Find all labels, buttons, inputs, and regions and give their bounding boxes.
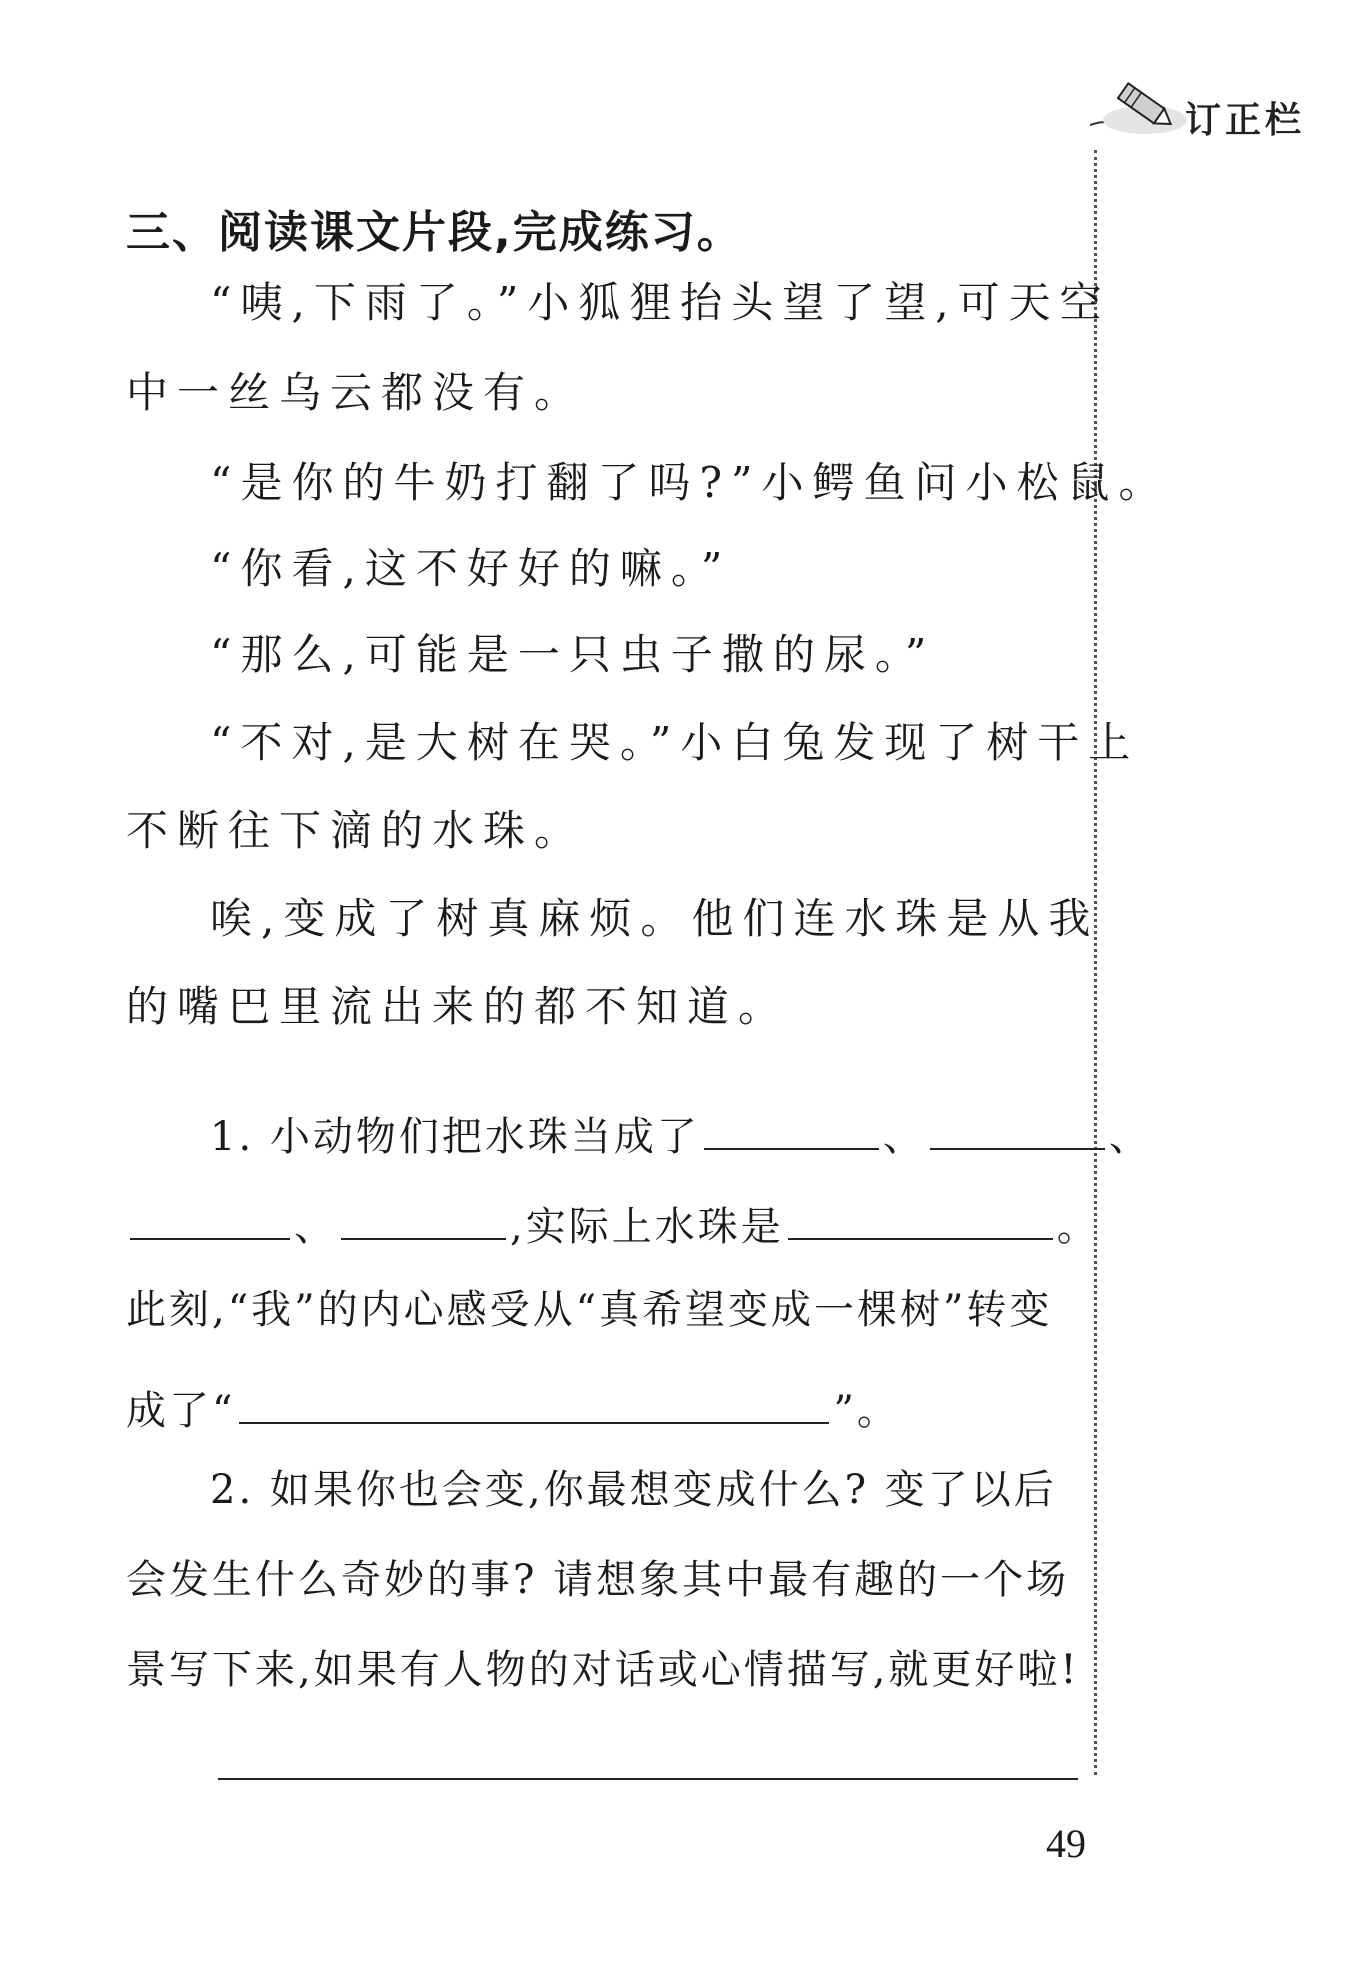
passage-line: “你看,这不好好的嘛。” xyxy=(210,544,732,593)
passage-line: 中一丝乌云都没有。 xyxy=(126,368,586,417)
answer-blank-2[interactable] xyxy=(930,1108,1105,1150)
passage-line: 唉,变成了树真麻烦。他们连水珠是从我 xyxy=(210,894,1100,943)
passage-line: “那么,可能是一只虫子撒的尿。” xyxy=(210,630,936,679)
correction-column-header xyxy=(1090,70,1330,150)
question-1-text: ”。 xyxy=(833,1388,900,1434)
passage-line: 不断往下滴的水珠。 xyxy=(126,806,586,855)
question-1-line-4 xyxy=(126,1382,900,1434)
section-heading: 三、阅读课文片段,完成练习。 xyxy=(126,207,743,258)
question-2-line: 景写下来,如果有人物的对话或心情描写,就更好啦! xyxy=(126,1647,1080,1693)
question-1-prompt: 1. 小动物们把水珠当成了 xyxy=(210,1114,700,1160)
answer-blank-5[interactable] xyxy=(788,1198,1053,1240)
passage-line: “咦,下雨了。”小狐狸抬头望了望,可天空 xyxy=(210,278,1111,327)
answer-blank-6[interactable] xyxy=(239,1382,829,1424)
passage-line: “不对,是大树在哭。”小白兔发现了树干上 xyxy=(210,718,1140,767)
separator: 、 xyxy=(1108,1114,1152,1160)
question-2-line: 2. 如果你也会变,你最想变成什么? 变了以后 xyxy=(210,1467,1057,1513)
question-1-line-3: 此刻,“我”的内心感受从“真希望变成一棵树”转变 xyxy=(126,1287,1053,1333)
answer-blank-4[interactable] xyxy=(341,1198,506,1240)
answer-blank-1[interactable] xyxy=(704,1108,879,1150)
question-1-line-2 xyxy=(126,1198,1100,1250)
question-2-line: 会发生什么奇妙的事? 请想象其中最有趣的一个场 xyxy=(126,1557,1070,1603)
separator: 、 xyxy=(882,1114,926,1160)
passage-line: 的嘴巴里流出来的都不知道。 xyxy=(126,982,790,1031)
question-1-text: ,实际上水珠是 xyxy=(510,1204,784,1250)
question-1-text: 成了“ xyxy=(126,1388,236,1434)
question-1-line-1 xyxy=(210,1108,1152,1160)
period: 。 xyxy=(1056,1204,1100,1250)
correction-column-title: 订正栏 xyxy=(1185,100,1306,141)
separator: 、 xyxy=(294,1204,337,1250)
page-number: 49 xyxy=(1046,1821,1086,1866)
passage-line: “是你的牛奶打翻了吗?”小鳄鱼问小松鼠。 xyxy=(210,458,1170,507)
answer-blank-3[interactable] xyxy=(130,1198,290,1240)
pencil-icon xyxy=(1090,70,1190,150)
answer-writing-line[interactable] xyxy=(218,1778,1078,1780)
correction-column-divider xyxy=(1094,150,1097,1775)
